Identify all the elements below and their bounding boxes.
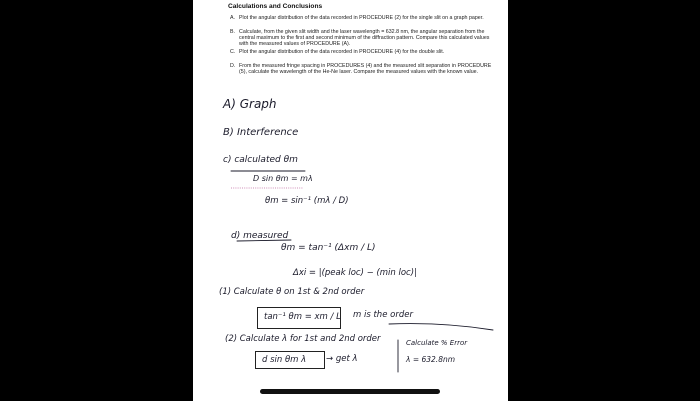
box1-formula: tan⁻¹ θm = xm / L [264, 312, 341, 322]
note-step2: (2) Calculate λ for 1st and 2nd order [225, 334, 381, 344]
note-b-interference: B) Interference [223, 127, 299, 138]
item-letter: A. [230, 15, 236, 21]
note-box2: → get λ [326, 354, 358, 364]
home-indicator[interactable] [260, 389, 440, 394]
handwriting-strokes [193, 0, 508, 401]
box2-formula: d sin θm λ [262, 355, 307, 365]
note-box1: m is the order [353, 310, 413, 320]
note-side1: Calculate % Error [406, 339, 468, 347]
item-letter: C. [230, 49, 236, 55]
note-c-eq1: D sin θm = mλ [253, 174, 313, 183]
item-text: From the measured fringe spacing in PROCEDURES (4) and the measured slit separation in PROCEDURE (5), calculate the wavelength of the He-Ne laser. Compare the measured values with the known value. [239, 63, 492, 76]
note-step1: (1) Calculate θ on 1st & 2nd order [219, 287, 365, 297]
note-d-eq1: θm = tan⁻¹ (Δxm / L) [281, 243, 376, 253]
item-text: Plot the angular distribution of the data recorded in PROCEDURE (4) for the double slit. [239, 49, 445, 55]
note-d-measured: d) measured [231, 231, 289, 241]
note-d-eq2: Δxi = |(peak loc) − (min loc)| [293, 268, 417, 278]
section-heading: Calculations and Conclusions [228, 3, 323, 10]
note-side2: λ = 632.8nm [406, 355, 456, 364]
item-text: Calculate, from the given slit width and the laser wavelength = 632.8 nm, the angular separation from the central maximum to the first and second minimum of the diffraction pattern. Compare this calculated values with the measured values of PROCEDURE (A). [239, 29, 490, 48]
document-page [193, 0, 508, 401]
item-letter: D. [230, 63, 236, 69]
note-c-eq2: θm = sin⁻¹ (mλ / D) [265, 196, 349, 206]
underline-stroke [237, 240, 291, 241]
note-c-calculated: c) calculated θm [223, 155, 298, 165]
note-a-graph: A) Graph [223, 97, 277, 111]
divider-stroke [389, 324, 493, 330]
item-letter: B. [230, 29, 236, 35]
item-text: Plot the angular distribution of the data recorded in PROCEDURE (2) for the single slit on a graph paper. [239, 15, 484, 21]
